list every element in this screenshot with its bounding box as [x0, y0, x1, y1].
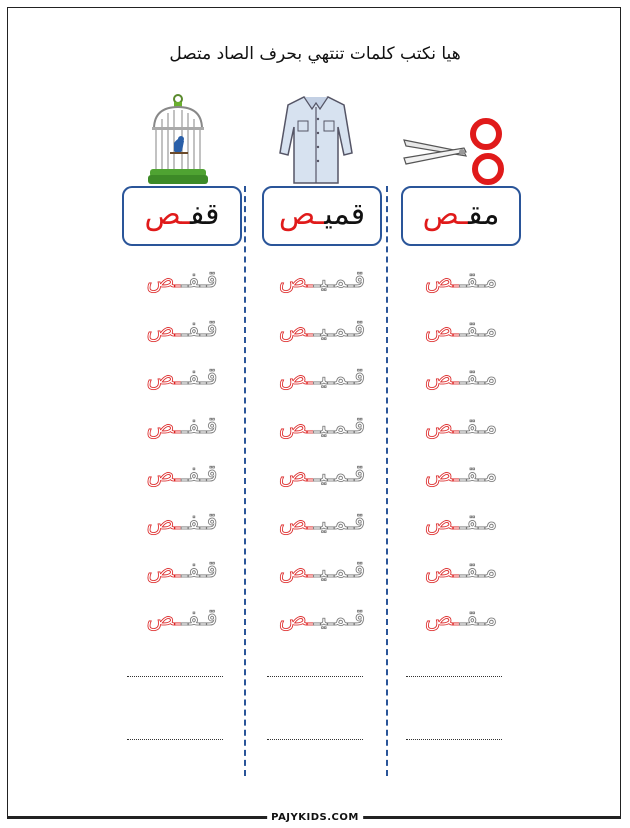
- trace-dark-part: قـمـيـ: [313, 509, 366, 535]
- trace-red-part: ـص: [424, 364, 460, 390]
- writing-line-miqas[interactable]: [406, 676, 502, 677]
- trace-red-part: ـص: [278, 461, 314, 487]
- trace-red-part: ـص: [278, 267, 314, 293]
- trace-dark-part: مـقـ: [459, 413, 498, 439]
- trace-red-part: ـص: [424, 267, 460, 293]
- trace-word-qamees: [262, 557, 382, 583]
- trace-dark-part: مـقـ: [459, 267, 498, 293]
- word-main-qafas: قف: [190, 197, 220, 232]
- scissors-icon: [402, 118, 506, 188]
- trace-word-qamees: [262, 413, 382, 439]
- trace-dark-part: قـمـيـ: [313, 605, 366, 631]
- word-box-qafas: [122, 186, 242, 246]
- trace-word-qafas: [122, 605, 242, 631]
- trace-dark-part: مـقـ: [459, 316, 498, 342]
- trace-dark-part: قـمـيـ: [313, 364, 366, 390]
- column-divider-left: [244, 186, 246, 776]
- trace-word-miqas: [401, 509, 521, 535]
- trace-red-part: ـص: [278, 557, 314, 583]
- trace-word-qafas: [122, 364, 242, 390]
- word-red-qamees: ـص: [278, 197, 325, 232]
- trace-word-qamees: [262, 364, 382, 390]
- trace-red-part: ـص: [146, 509, 182, 535]
- footer: [0, 812, 630, 826]
- trace-red-part: ـص: [146, 461, 182, 487]
- trace-dark-part: قـمـيـ: [313, 461, 366, 487]
- trace-word-qafas: [122, 267, 242, 293]
- trace-red-part: ـص: [424, 461, 460, 487]
- trace-red-part: ـص: [146, 413, 182, 439]
- trace-word-qamees: [262, 461, 382, 487]
- trace-red-part: ـص: [278, 413, 314, 439]
- trace-red-part: ـص: [424, 316, 460, 342]
- trace-dark-part: مـقـ: [459, 605, 498, 631]
- trace-dark-part: قـمـيـ: [313, 413, 366, 439]
- trace-red-part: ـص: [278, 509, 314, 535]
- shirt-icon: [276, 93, 356, 187]
- writing-line-miqas[interactable]: [406, 739, 502, 740]
- trace-word-qamees: [262, 267, 382, 293]
- trace-dark-part: قـمـيـ: [313, 316, 366, 342]
- trace-word-qafas: [122, 461, 242, 487]
- footer-brand: PAJYKIDS.COM: [267, 812, 363, 823]
- word-red-qafas: ـص: [144, 197, 190, 232]
- trace-dark-part: قـفـ: [181, 509, 218, 535]
- writing-line-qafas[interactable]: [127, 676, 223, 677]
- trace-dark-part: قـمـيـ: [313, 267, 366, 293]
- trace-red-part: ـص: [278, 316, 314, 342]
- trace-word-qafas: [122, 316, 242, 342]
- trace-word-qafas: [122, 413, 242, 439]
- trace-dark-part: قـفـ: [181, 461, 218, 487]
- trace-word-miqas: [401, 605, 521, 631]
- trace-word-miqas: [401, 557, 521, 583]
- word-box-miqas: [401, 186, 521, 246]
- trace-word-qafas: [122, 557, 242, 583]
- trace-red-part: ـص: [146, 316, 182, 342]
- trace-word-miqas: [401, 461, 521, 487]
- trace-red-part: ـص: [424, 605, 460, 631]
- trace-red-part: ـص: [278, 605, 314, 631]
- trace-dark-part: قـفـ: [181, 557, 218, 583]
- trace-word-qamees: [262, 316, 382, 342]
- trace-red-part: ـص: [424, 509, 460, 535]
- trace-red-part: ـص: [146, 267, 182, 293]
- trace-dark-part: قـفـ: [181, 605, 218, 631]
- trace-dark-part: مـقـ: [459, 557, 498, 583]
- trace-word-qamees: [262, 509, 382, 535]
- trace-dark-part: قـمـيـ: [313, 557, 366, 583]
- trace-dark-part: قـفـ: [181, 413, 218, 439]
- trace-word-miqas: [401, 413, 521, 439]
- writing-line-qamees[interactable]: [267, 676, 363, 677]
- trace-word-miqas: [401, 364, 521, 390]
- trace-dark-part: قـفـ: [181, 316, 218, 342]
- trace-red-part: ـص: [146, 364, 182, 390]
- word-main-qamees: قمي: [324, 197, 366, 232]
- trace-dark-part: مـقـ: [459, 461, 498, 487]
- trace-red-part: ـص: [146, 605, 182, 631]
- worksheet-title: هيا نكتب كلمات تنتهي بحرف الصاد متصل: [169, 44, 461, 64]
- writing-line-qafas[interactable]: [127, 739, 223, 740]
- trace-word-miqas: [401, 267, 521, 293]
- trace-word-miqas: [401, 316, 521, 342]
- word-box-qamees: [262, 186, 382, 246]
- trace-dark-part: مـقـ: [459, 509, 498, 535]
- trace-word-qafas: [122, 509, 242, 535]
- trace-word-qamees: [262, 605, 382, 631]
- trace-dark-part: قـفـ: [181, 267, 218, 293]
- trace-dark-part: مـقـ: [459, 364, 498, 390]
- trace-dark-part: قـفـ: [181, 364, 218, 390]
- trace-red-part: ـص: [424, 413, 460, 439]
- trace-red-part: ـص: [278, 364, 314, 390]
- word-red-miqas: ـص: [422, 197, 469, 232]
- word-main-miqas: مق: [468, 197, 500, 232]
- column-divider-right: [386, 186, 388, 776]
- bird-cage-icon: [148, 93, 208, 187]
- trace-red-part: ـص: [146, 557, 182, 583]
- trace-red-part: ـص: [424, 557, 460, 583]
- writing-line-qamees[interactable]: [267, 739, 363, 740]
